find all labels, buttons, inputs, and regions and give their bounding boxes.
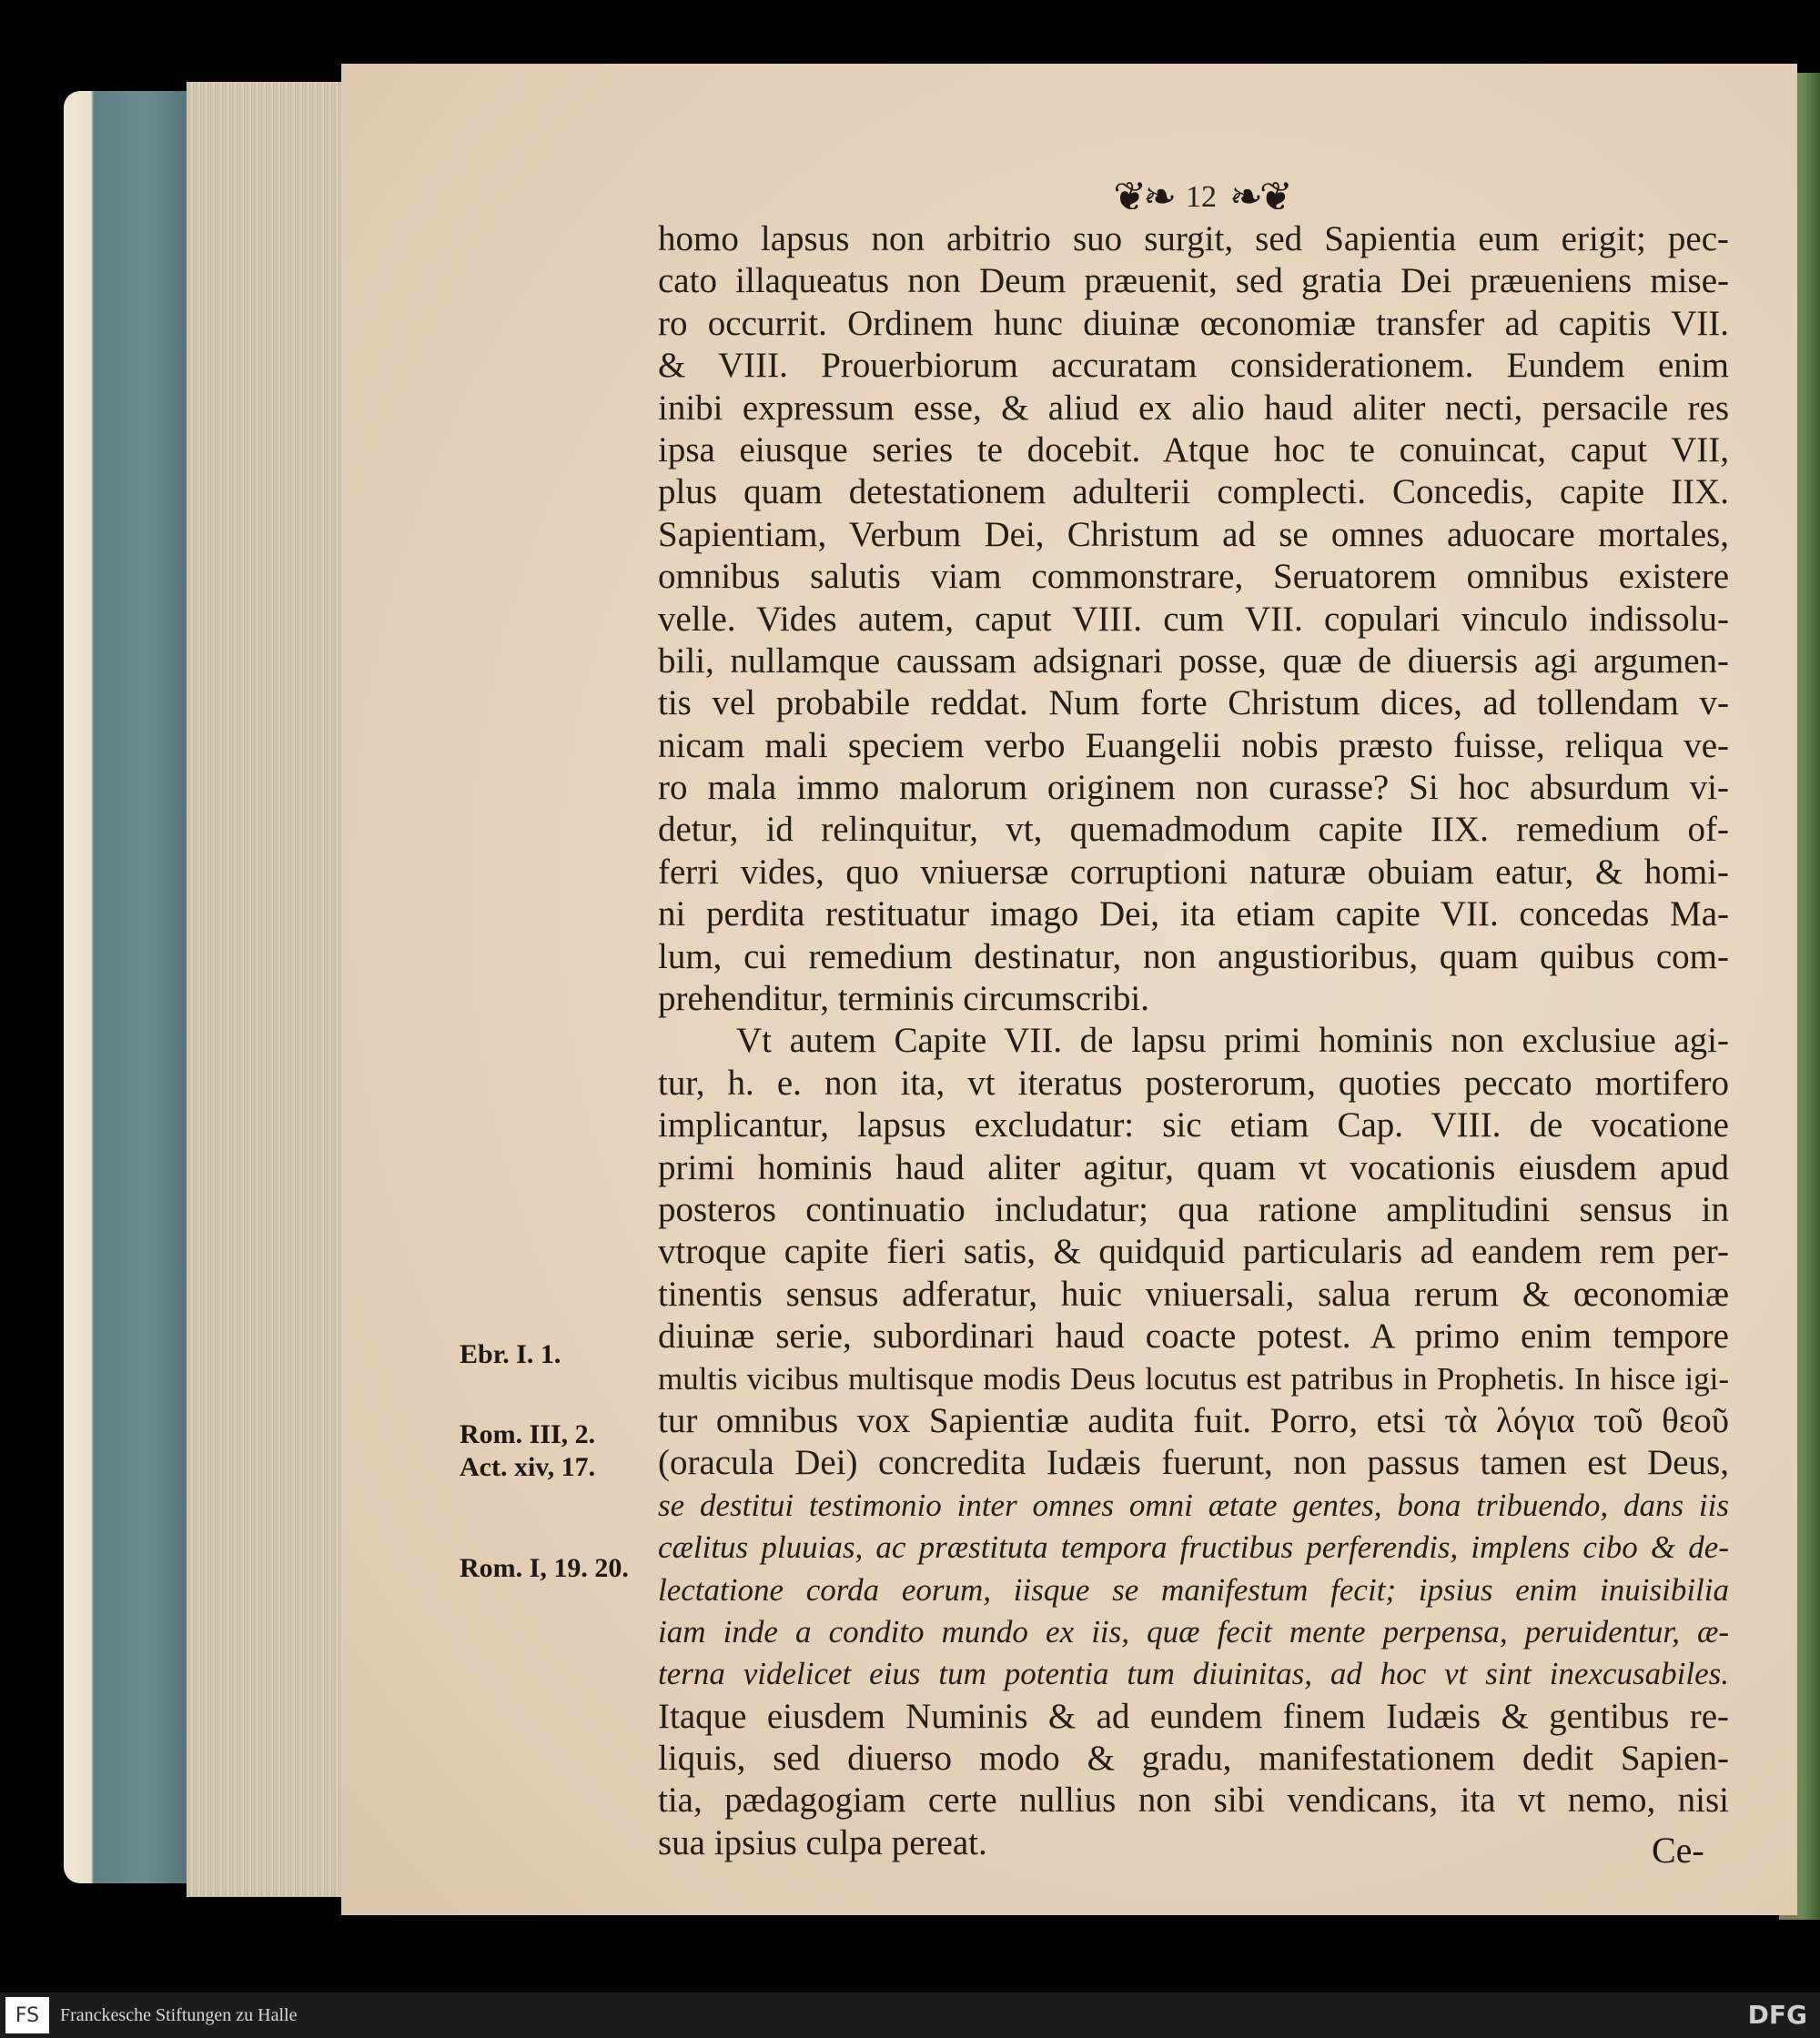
paragraph-start-line: Vt autem Capite VII. de lapsu primi hominis non exclusiue agi- (736, 1021, 1729, 1061)
viewer-footer (0, 1993, 1820, 2038)
page-number: 12 (1186, 180, 1217, 214)
margin-note: Ebr. I. 1. (460, 1339, 561, 1369)
text-line: tis vel probabile reddat. Num forte Christum dices, ad tollendam v- (658, 683, 1729, 723)
text-line: tia, pædagogiam certe nullius non sibi vendicans, ita vt nemo, nisi (658, 1781, 1729, 1821)
ornament-right-icon: ❧❦ (1229, 175, 1289, 219)
text-line: prehenditur, terminis circumscribi. (658, 979, 1149, 1019)
text-line: omnibus salutis viam commonstrare, Seruatorem omnibus existere (658, 557, 1729, 597)
text-line: inibi expressum esse, & aliud ex alio haud aliter necti, persacile res (658, 388, 1729, 428)
text-line: ro mala immo malorum originem non curasse? Si hoc absurdum vi- (658, 768, 1729, 808)
text-line: multis vicibus multisque modis Deus locutus est patribus in Prophetis. In hisce igi- (658, 1360, 1729, 1397)
text-line: detur, id relinquitur, vt, quemadmodum capite IIX. remedium of- (658, 810, 1729, 850)
catchword: Ce- (1652, 1830, 1704, 1871)
institution-logo-icon: FS (5, 1997, 49, 2033)
margin-note: Act. xiv, 17. (460, 1452, 596, 1482)
ornament-left-icon: ❦❧ (1113, 175, 1173, 219)
italic-text-line: cælitus pluuias, ac præstituta tempora fructibus perferendis, implens cibo & de- (658, 1529, 1729, 1566)
book-cover-edge (64, 91, 200, 1883)
text-line: primi hominis haud aliter agitur, quam vt vocationis eiusdem apud (658, 1147, 1729, 1187)
text-line: tur, h. e. non ita, vt iteratus posterorum, quoties peccato mortifero (658, 1063, 1729, 1103)
text-line: velle. Vides autem, caput VIII. cum VII. copulari vinculo indissolu- (658, 599, 1729, 639)
text-line: liquis, sed diuerso modo & gradu, manifestationem dedit Sapien- (658, 1739, 1729, 1779)
italic-text-line: lectatione corda eorum, iisque se manifestum fecit; ipsius enim inuisibilia (658, 1571, 1729, 1608)
text-line: ipsa eiusque series te docebit. Atque hoc te conuincat, caput VII, (658, 429, 1729, 469)
text-line: tinentis sensus adferatur, huic vniuersali, salua rerum & œconomiæ (658, 1274, 1729, 1314)
italic-text-line: iam inde a condito mundo ex iis, quæ fecit mente perpensa, peruidentur, æ- (658, 1613, 1729, 1650)
text-line: implicantur, lapsus excludatur: sic etiam Cap. VIII. de vocatione (658, 1105, 1729, 1145)
italic-text-line: se destitui testimonio inter omnes omni ætate gentes, bona tribuendo, dans iis (658, 1487, 1729, 1523)
text-line: nicam mali speciem verbo Euangelii nobis præsto fuisse, reliqua ve- (658, 725, 1729, 765)
text-line: diuinæ serie, subordinari haud coacte potest. A primo enim tempore (658, 1317, 1729, 1357)
text-line: plus quam detestationem adulterii complecti. Concedis, capite IIX. (658, 472, 1729, 512)
text-line: tur omnibus vox Sapientiæ audita fuit. Porro, etsi τὰ λόγια τοῦ θεοῦ (658, 1400, 1729, 1440)
institution-name: Franckesche Stiftungen zu Halle (60, 2004, 298, 2025)
text-line: Itaque eiusdem Numinis & ad eundem finem Iudæis & gentibus re- (658, 1696, 1729, 1736)
text-line: ro occurrit. Ordinem hunc diuinæ œconomiæ transfer ad capitis VII. (658, 303, 1729, 343)
text-line: & VIII. Prouerbiorum accuratam considerationem. Eundem enim (658, 346, 1729, 386)
text-line: lum, cui remedium destinatur, non angustioribus, quam quibus com- (658, 936, 1729, 976)
text-line: bili, nullamque caussam adsignari posse, quæ de diuersis agi argumen- (658, 641, 1729, 681)
italic-text-line: terna videlicet eius tum potentia tum diuinitas, ad hoc vt sint inexcusabiles. (658, 1656, 1729, 1692)
text-line: homo lapsus non arbitrio suo surgit, sed Sapientia eum erigit; pec- (658, 219, 1729, 258)
text-line: ni perdita restituatur imago Dei, ita etiam capite VII. concedas Ma- (658, 894, 1729, 934)
text-line: vtroque capite fieri satis, & quidquid particularis ad eandem rem per- (658, 1232, 1729, 1272)
text-line: posteros continuatio includatur; qua ratione amplitudini sensus in (658, 1189, 1729, 1229)
text-line: ferri vides, quo vniuersæ corruptioni naturæ obuiam eatur, & homi- (658, 852, 1729, 892)
text-line: (oracula Dei) concredita Iudæis fuerunt, non passus tamen est Deus, (658, 1443, 1729, 1483)
running-head (1106, 175, 1297, 220)
dfg-logo-icon: DFG (1747, 2000, 1807, 2030)
text-line: Sapientiam, Verbum Dei, Christum ad se omnes aduocare mortales, (658, 514, 1729, 554)
text-line: cato illaqueatus non Deum præuenit, sed gratia Dei præueniens mise- (658, 261, 1729, 301)
page-stack-edge (187, 82, 346, 1897)
margin-note: Rom. I, 19. 20. (460, 1553, 629, 1583)
margin-note: Rom. III, 2. (460, 1419, 596, 1449)
body-text (658, 218, 1729, 1862)
text-line: sua ipsius culpa pereat. (658, 1822, 987, 1862)
